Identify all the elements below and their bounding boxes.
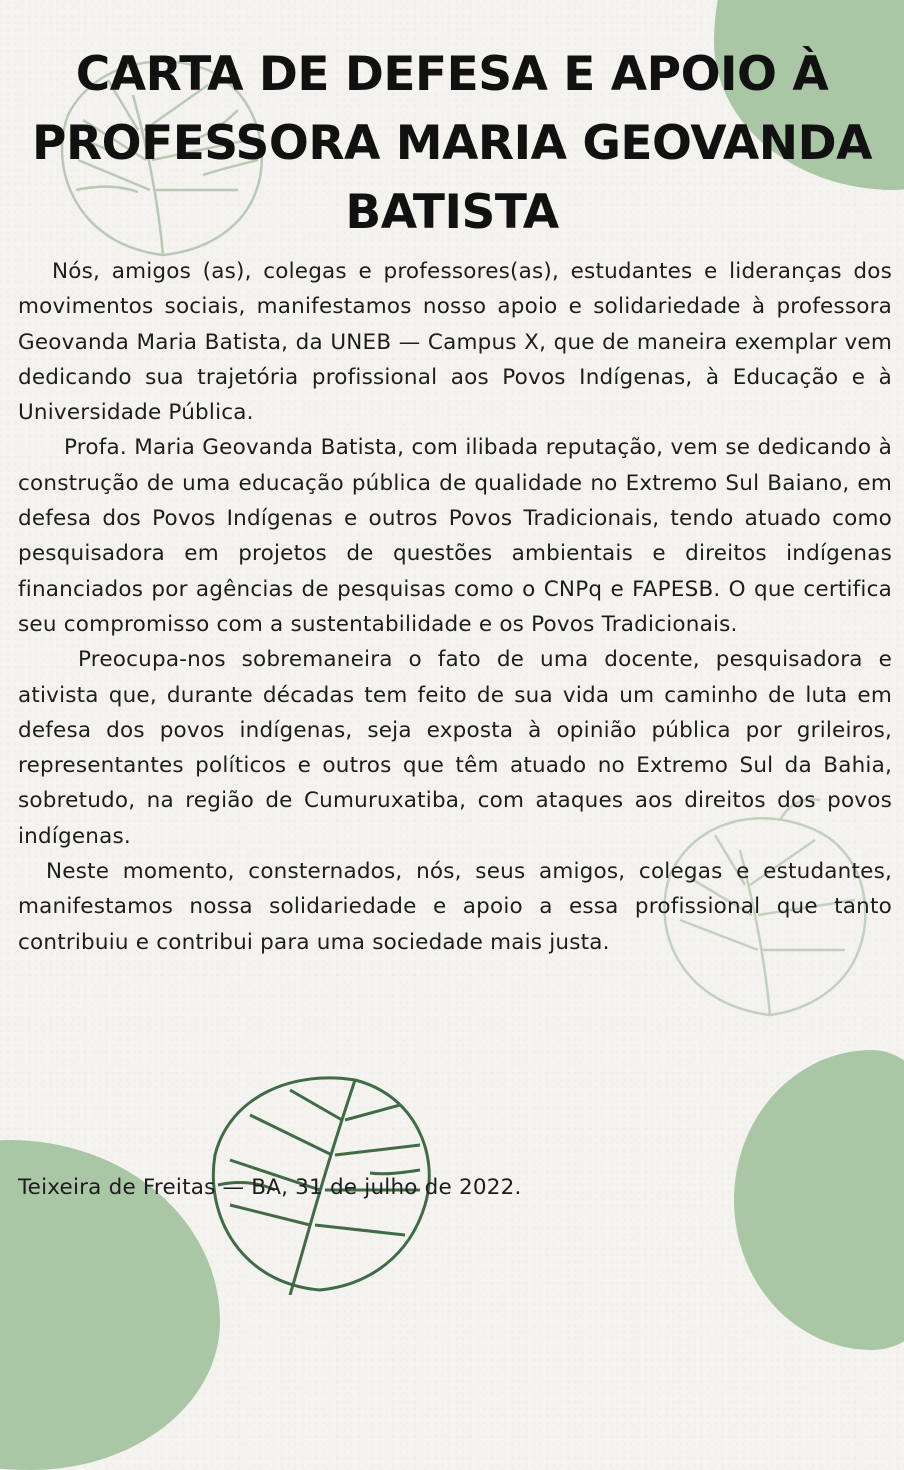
title-line: CARTA DE DEFESA E APOIO À <box>75 47 829 102</box>
body-paragraph: Preocupa-nos sobremaneira o fato de uma docente, pesquisadora e ativista que, durante décadas tem feito de sua vida um caminho de luta em defesa dos povos indígenas, seja exposta à opinião pública por grileiros, representantes políticos e outros que têm atuado no Extremo Sul da Bahia, sobretudo, na região de Cumuruxatiba, com ataques aos direitos dos povos indígenas. <box>18 647 892 849</box>
title-line: BATISTA <box>345 185 559 240</box>
letter-body <box>18 254 892 960</box>
title-line: PROFESSORA MARIA GEOVANDA <box>32 116 872 171</box>
body-paragraph: Neste momento, consternados, nós, seus amigos, colegas e estudantes, manifestamos nossa solidariedade e apoio a essa profissional que tanto contribuiu e contribui para uma sociedade mais justa. <box>18 859 892 955</box>
body-paragraph: Nós, amigos (as), colegas e professores(as), estudantes e lideranças dos movimentos sociais, manifestamos nosso apoio e solidariedade à professora Geovanda Maria Batista, da UNEB — Campus X, que de maneira exemplar vem dedicando sua trajetória profissional aos Povos Indígenas, à Educação e à Universidade Pública. <box>18 259 892 426</box>
decor-blob-bottom-right <box>734 1050 904 1350</box>
body-paragraph: Profa. Maria Geovanda Batista, com ilibada reputação, vem se dedicando à construção de uma educação pública de qualidade no Extremo Sul Baiano, em defesa dos Povos Indígenas e outros Povos Tradicionais, tendo atuado como pesquisadora em projetos de questões ambientais e direitos indígenas financiados por agências de pesquisas como o CNPq e FAPESB. O que certifica seu compromisso com a sustentabilidade e os Povos Tradicionais. <box>18 435 892 637</box>
place-and-date: Teixeira de Freitas — BA, 31 de julho de 2022. <box>18 1175 522 1200</box>
document-title <box>0 40 904 247</box>
